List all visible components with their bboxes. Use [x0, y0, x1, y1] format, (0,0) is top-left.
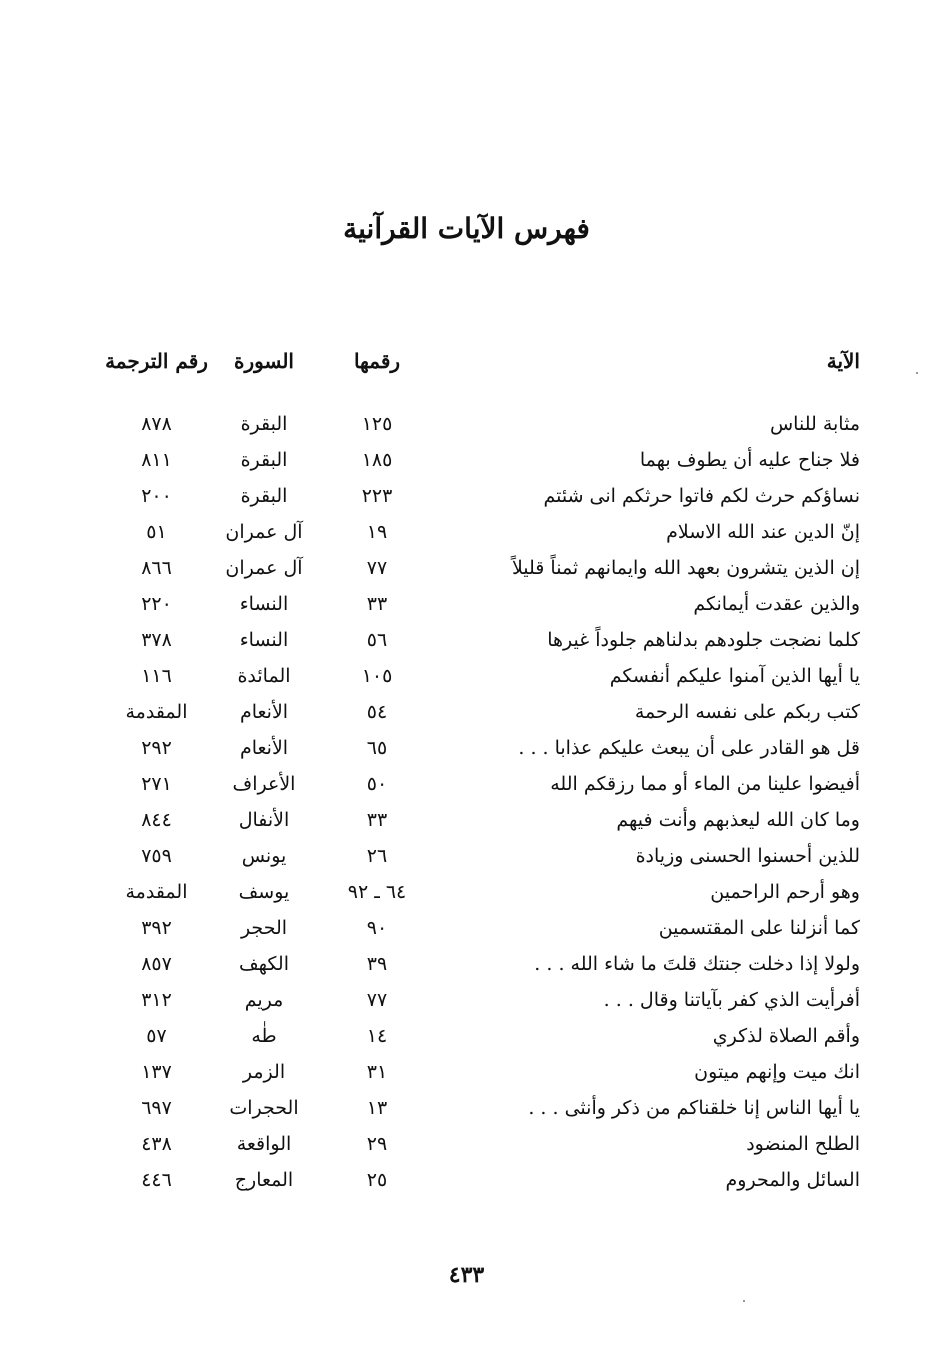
- verse-number-cell: ٥٦: [366, 629, 388, 651]
- verse-cell: إن الذين يتشرون بعهد الله وايمانهم ثمناً قليلاً: [511, 557, 860, 579]
- verse-index-table: [105, 338, 860, 1198]
- translation-number-cell: ٣٧٨: [141, 629, 172, 651]
- translation-number-cell: ٥١: [146, 521, 167, 543]
- table-row: [105, 838, 860, 874]
- table-body: [105, 406, 860, 1198]
- verse-cell: والذين عقدت أيمانكم: [693, 593, 860, 615]
- verse-cell: السائل والمحروم: [725, 1169, 860, 1191]
- surah-cell: الزمر: [242, 1061, 286, 1083]
- surah-cell: النساء: [239, 629, 289, 651]
- verse-cell: يا أيها الذين آمنوا عليكم أنفسكم: [609, 665, 860, 687]
- translation-number-cell: ٢٢٠: [141, 593, 172, 615]
- surah-cell: الكهف: [239, 953, 289, 975]
- verse-cell: أفرأيت الذي كفر بآياتنا وقال . . .: [603, 989, 860, 1011]
- translation-number-cell: ٨٧٨: [141, 413, 172, 435]
- translation-number-cell: ٧٥٩: [141, 845, 172, 867]
- table-row: [105, 586, 860, 622]
- translation-number-cell: ١١٦: [141, 665, 172, 687]
- header-number: رقمها: [353, 349, 401, 373]
- verse-cell: ولولا إذا دخلت جنتك قلتَ ما شاء الله . . .: [534, 953, 860, 975]
- verse-cell: مثابة للناس: [769, 413, 860, 435]
- translation-number-cell: ٣١٢: [141, 989, 172, 1011]
- verse-number-cell: ٢٩: [366, 1133, 388, 1155]
- verse-cell: الطلح المنضود: [746, 1133, 860, 1155]
- page-title: فهرس الآيات القرآنية: [343, 212, 590, 245]
- surah-cell: آل عمران: [225, 521, 303, 543]
- verse-cell: نساؤكم حرث لكم فاتوا حرثكم انى شئتم: [543, 485, 860, 507]
- translation-number-cell: ٨٥٧: [141, 953, 172, 975]
- table-row: [105, 550, 860, 586]
- verse-cell: فلا جناح عليه أن يطوف بهما: [639, 449, 860, 471]
- surah-cell: البقرة: [240, 449, 288, 471]
- verse-cell: كلما نضجت جلودهم بدلناهم جلوداً غيرها: [547, 629, 860, 651]
- verse-number-cell: ٩٠: [366, 917, 388, 939]
- translation-number-cell: ٣٩٢: [141, 917, 172, 939]
- surah-cell: الحجرات: [229, 1097, 299, 1119]
- surah-cell: البقرة: [240, 413, 288, 435]
- verse-number-cell: ١٣: [366, 1097, 388, 1119]
- verse-number-cell: ٦٤ ـ ٩٢: [347, 881, 407, 903]
- verse-cell: للذين أحسنوا الحسنى وزيادة: [635, 845, 860, 867]
- surah-cell: الأنفال: [238, 809, 290, 831]
- verse-number-cell: ١٩: [366, 521, 388, 543]
- translation-number-cell: ١٣٧: [141, 1061, 172, 1083]
- verse-number-cell: ١٠٥: [361, 665, 393, 687]
- verse-number-cell: ٢٥: [366, 1169, 388, 1191]
- table-row: [105, 946, 860, 982]
- table-row: [105, 478, 860, 514]
- translation-number-cell: ٨١١: [141, 449, 172, 471]
- surah-cell: الأنعام: [239, 737, 289, 759]
- verse-cell: يا أيها الناس إنا خلقناكم من ذكر وأنثى . . .: [528, 1097, 860, 1119]
- surah-cell: الحجر: [240, 917, 288, 939]
- surah-cell: الأعراف: [232, 773, 296, 795]
- header-surah: السورة: [234, 349, 294, 373]
- verse-number-cell: ٢٦: [366, 845, 388, 867]
- surah-cell: آل عمران: [225, 557, 303, 579]
- table-row: [105, 406, 860, 442]
- verse-cell: وأقم الصلاة لذكري: [712, 1025, 860, 1047]
- surah-cell: الأنعام: [239, 701, 289, 723]
- surah-cell: طٰه: [251, 1025, 277, 1047]
- table-row: [105, 802, 860, 838]
- table-header-row: [105, 338, 860, 384]
- table-row: [105, 1018, 860, 1054]
- table-row: [105, 658, 860, 694]
- translation-number-cell: ٦٩٧: [141, 1097, 172, 1119]
- table-row: [105, 622, 860, 658]
- translation-number-cell: المقدمة: [125, 881, 188, 903]
- verse-cell: وهو أرحم الراحمين: [710, 881, 860, 903]
- translation-number-cell: ٨٤٤: [141, 809, 172, 831]
- translation-number-cell: المقدمة: [125, 701, 188, 723]
- verse-number-cell: ١٤: [366, 1025, 388, 1047]
- verse-cell: وما كان الله ليعذبهم وأنت فيهم: [616, 809, 860, 831]
- surah-cell: يوسف: [238, 881, 290, 903]
- verse-number-cell: ٧٧: [366, 989, 388, 1011]
- table-row: [105, 1126, 860, 1162]
- table-row: [105, 982, 860, 1018]
- translation-number-cell: ٥٧: [146, 1025, 167, 1047]
- scan-speck: [743, 1300, 745, 1302]
- verse-number-cell: ٣٩: [366, 953, 388, 975]
- table-row: [105, 1054, 860, 1090]
- table-row: [105, 694, 860, 730]
- surah-cell: مريم: [244, 989, 284, 1011]
- table-row: [105, 1090, 860, 1126]
- translation-number-cell: ٢٧١: [141, 773, 172, 795]
- verse-cell: انك ميت وإنهم ميتون: [694, 1061, 860, 1083]
- header-verse: الآية: [826, 349, 860, 373]
- table-row: [105, 730, 860, 766]
- verse-number-cell: ٣٣: [366, 809, 388, 831]
- translation-number-cell: ٤٣٨: [141, 1133, 172, 1155]
- surah-cell: النساء: [239, 593, 289, 615]
- translation-number-cell: ٢٩٢: [141, 737, 172, 759]
- surah-cell: البقرة: [240, 485, 288, 507]
- translation-number-cell: ٤٤٦: [141, 1169, 172, 1191]
- table-row: [105, 514, 860, 550]
- table-row: [105, 1162, 860, 1198]
- verse-number-cell: ٧٧: [366, 557, 388, 579]
- verse-number-cell: ٦٥: [366, 737, 388, 759]
- verse-cell: كتب ربكم على نفسه الرحمة: [634, 701, 860, 723]
- translation-number-cell: ٨٦٦: [141, 557, 172, 579]
- table-row: [105, 442, 860, 478]
- verse-cell: كما أنزلنا على المقتسمين: [658, 917, 860, 939]
- verse-number-cell: ٣٣: [366, 593, 388, 615]
- verse-number-cell: ٥٠: [366, 773, 388, 795]
- scan-speck: [916, 372, 918, 374]
- table-row: [105, 910, 860, 946]
- table-row: [105, 874, 860, 910]
- verse-cell: قل هو القادر على أن يبعث عليكم عذابا . . .: [518, 737, 860, 759]
- table-row: [105, 766, 860, 802]
- surah-cell: الواقعة: [236, 1133, 292, 1155]
- page-number: ٤٣٣: [448, 1262, 485, 1288]
- verse-number-cell: ١٨٥: [361, 449, 393, 471]
- translation-number-cell: ٢٠٠: [141, 485, 172, 507]
- surah-cell: المعارج: [234, 1169, 294, 1191]
- verse-number-cell: ٣١: [366, 1061, 388, 1083]
- verse-cell: إنّ الدين عند الله الاسلام: [666, 521, 860, 543]
- surah-cell: يونس: [241, 845, 287, 867]
- verse-cell: أفيضوا علينا من الماء أو مما رزقكم الله: [550, 773, 860, 795]
- verse-number-cell: ١٢٥: [361, 413, 393, 435]
- surah-cell: المائدة: [237, 665, 291, 687]
- header-translation-number: رقم الترجمة: [105, 349, 208, 373]
- verse-number-cell: ٥٤: [366, 701, 388, 723]
- verse-number-cell: ٢٢٣: [361, 485, 393, 507]
